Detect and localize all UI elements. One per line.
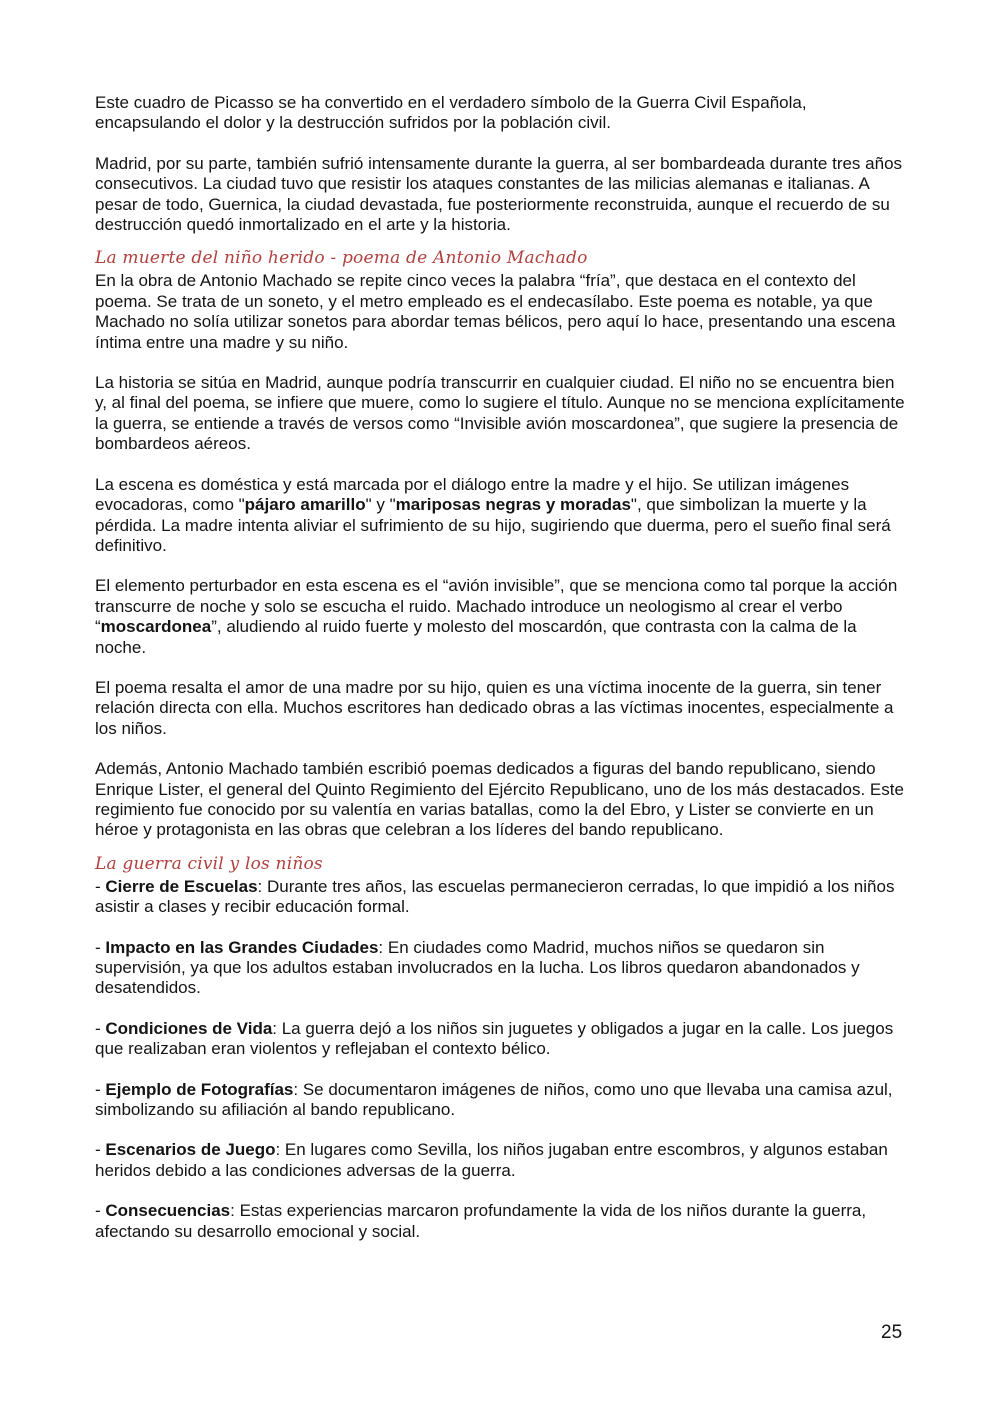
list-item [95,877,907,918]
list-item-text: : Se documentaron imágenes de niños, como uno que llevaba una camisa azul, simbolizando su afiliación al bando republicano. [95,1079,893,1120]
intro-paragraph-2: Madrid, por su parte, también sufrió intensamente durante la guerra, al ser bombardeada durante tres años consecutivos. La ciudad tuvo que resistir los ataques constantes de las milicias alemanas e italianas. A pesar de todo, Guernica, la ciudad devastada, fue posteriormente reconstruida, aunque el recuerdo de su destrucción quedó inmortalizado en el arte y la historia. [95,153,903,235]
document-body [95,93,907,1262]
list-item-term: Cierre de Escuelas [105,876,258,896]
text-run: " y " [365,495,396,515]
list-item [95,938,907,999]
list-item [95,1140,907,1181]
bold-term: mariposas negras y moradas [395,495,631,515]
bold-term: pájaro amarillo [244,495,366,515]
list-item-term: Escenarios de Juego [105,1140,276,1160]
machado-paragraph-2: La historia se sitúa en Madrid, aunque podría transcurrir en cualquier ciudad. El niño no se encuentra bien y, al final del poema, se infiere que muere, como lo sugiere el título. Aunque no se menciona explícitamente la guerra, se entiende a través de versos como “Invisible avión moscardonea”, que sugiere la presencia de bombardeos aéreos. [95,373,905,454]
list-dash: - [95,876,106,896]
text-run: La escena es doméstica y está marcada por el diálogo entre la madre y el hijo. Se utilizan imágenes evocadoras, como " [95,474,850,515]
machado-paragraph-6: Además, Antonio Machado también escribió poemas dedicados a figuras del bando republicano, siendo Enrique Lister, el general del Quinto Regimiento del Ejército Republicano, uno de los más destacados. Este regimiento fue conocido por su valentía en varias batallas, como la del Ebro, y Lister se convierte en un héroe y protagonista en las obras que celebran a los líderes del bando republicano. [95,759,904,840]
list-item-text: : En ciudades como Madrid, muchos niños se quedaron sin supervisión, ya que los adultos estaban involucrados en la lucha. Los libros quedaron abandonados y desatendidos. [95,937,860,998]
text-run: ”, aludiendo al ruido fuerte y molesto del moscardón, que contrasta con la calma de la noche. [95,617,857,657]
list-dash: - [95,937,106,957]
list-dash: - [95,1079,106,1099]
list-item-term: Ejemplo de Fotografías [105,1079,294,1099]
page-number: 25 [881,1322,903,1343]
list-dash: - [95,1201,106,1221]
intro-paragraph-1: Este cuadro de Picasso se ha convertido en el verdadero símbolo de la Guerra Civil Española, encapsulando el dolor y la destrucción sufridos por la población civil. [95,93,807,133]
list-item-term: Condiciones de Vida [105,1018,273,1038]
ninos-list [95,877,907,1242]
list-item [95,1201,907,1242]
list-item-term: Consecuencias [105,1201,231,1221]
list-item-text: : Estas experiencias marcaron profundamente la vida de los niños durante la guerra, afectando su desarrollo emocional y social. [95,1201,867,1241]
list-item-text: : En lugares como Sevilla, los niños jugaban entre escombros, y algunos estaban heridos debido a las condiciones adversas de la guerra. [95,1140,888,1180]
list-item [95,1080,907,1121]
bold-term: moscardonea [100,617,212,637]
machado-paragraph-1: En la obra de Antonio Machado se repite cinco veces la palabra “fría”, que destaca en el contexto del poema. Se trata de un soneto, y el metro empleado es el endecasílabo. Este poema es notable, ya que Machado no solía utilizar sonetos para abordar temas bélicos, pero aquí lo hace, presentando una escena íntima entre una madre y su niño. [95,271,896,352]
list-item [95,1019,907,1060]
list-item-term: Impacto en las Grandes Ciudades [105,937,379,957]
machado-paragraph-3 [95,475,907,557]
machado-paragraph-5: El poema resalta el amor de una madre por su hijo, quien es una víctima inocente de la guerra, sin tener relación directa con ella. Muchos escritores han dedicado obras a las víctimas inocentes, especialmente a los niños. [95,677,894,738]
machado-paragraph-4 [95,576,907,658]
text-run: El elemento perturbador en esta escena es el “avión invisible”, que se menciona como tal porque la acción transcurre de noche y solo se escucha el ruido. Machado introduce un neologismo al crear el verbo “ [95,576,898,637]
text-run: ", que simbolizan la muerte y la pérdida. La madre intenta aliviar el sufrimiento de su hijo, sugiriendo que duerma, pero el sueño final será definitivo. [95,495,891,555]
list-dash: - [95,1018,106,1038]
list-item-text: : Durante tres años, las escuelas permanecieron cerradas, lo que impidió a los niños asistir a clases y recibir educación formal. [95,876,895,917]
list-item-text: : La guerra dejó a los niños sin juguetes y obligados a jugar en la calle. Los juegos que realizaban eran violentos y reflejaban el contexto bélico. [95,1018,894,1059]
section-heading-machado: La muerte del niño herido - poema de Antonio Machado [95,248,588,269]
list-dash: - [95,1140,106,1160]
section-heading-ninos: La guerra civil y los niños [95,853,323,874]
